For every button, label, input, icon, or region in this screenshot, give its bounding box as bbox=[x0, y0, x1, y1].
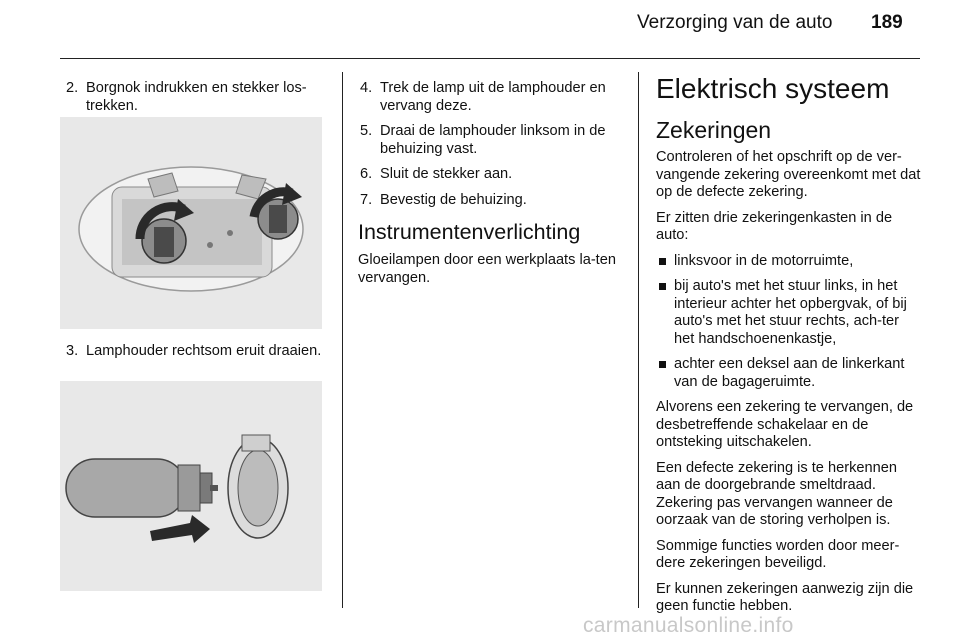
bullet-2-text: bij auto's met het stuur links, in het interieur achter het opbergvak, of bij auto's met het stuur rechts, ach-ter het handschoenenkastje, bbox=[674, 278, 907, 347]
column-divider-2 bbox=[638, 72, 639, 608]
step-6 bbox=[358, 166, 626, 184]
step-3-number: 3. bbox=[66, 343, 79, 359]
fuses-paragraph-4: Een defecte zekering is te herkennen aan de doorgebrande smeltdraad. Zekering pas vervangen wanneer de oorzaak van de storing verholpen is. bbox=[656, 459, 897, 528]
step-7-number: 7. bbox=[360, 191, 373, 208]
bullet-square-icon bbox=[659, 258, 666, 265]
instrument-lighting-body: Gloeilampen door een werkplaats la-ten vervangen. bbox=[358, 252, 616, 286]
step-5 bbox=[358, 123, 626, 158]
section-title-instrumentenverlichting: Instrumentenverlichting bbox=[358, 220, 581, 244]
step-5-text: Draai de lamphouder linksom in de behuizing vast. bbox=[380, 123, 606, 157]
bulb-removal-illustration bbox=[60, 381, 322, 591]
step-2-text: Borgnok indrukken en stekker los-trekken. bbox=[86, 80, 307, 114]
step-3 bbox=[64, 343, 326, 369]
column-divider-1 bbox=[342, 72, 343, 608]
fuse-box-bullet-2 bbox=[656, 278, 922, 348]
step-3-text: Lamphouder rechtsom eruit draaien. bbox=[86, 343, 322, 359]
step-4-number: 4. bbox=[360, 80, 373, 96]
bullet-square-icon bbox=[659, 283, 666, 290]
fuses-text bbox=[656, 149, 922, 624]
bullet-3-text: achter een deksel aan de linkerkant van de bagageruimte. bbox=[674, 356, 905, 390]
fuses-paragraph-5: Sommige functies worden door meer-dere zekeringen beveiligd. bbox=[656, 537, 900, 571]
bullet-square-icon bbox=[659, 361, 666, 368]
fuses-paragraph-1: Controleren of het opschrift op de ver-vangende zekering overeenkomt met dat op de defecte zekering. bbox=[656, 149, 921, 200]
page-number: 189 bbox=[871, 12, 903, 33]
header-rule bbox=[60, 58, 920, 59]
step-7 bbox=[358, 192, 626, 210]
subsection-title: Zekeringen bbox=[656, 117, 772, 143]
fuse-box-bullet-3 bbox=[656, 356, 922, 391]
bullet-1-text: linksvoor in de motorruimte, bbox=[674, 252, 854, 269]
instrument-lighting-text bbox=[358, 252, 626, 295]
fuse-box-bullet-1 bbox=[656, 253, 922, 271]
watermark: carmanualsonline.info bbox=[583, 614, 794, 637]
step-7-text: Bevestig de behuizing. bbox=[380, 191, 527, 208]
fuses-paragraph-2: Er zitten drie zekeringenkasten in de auto: bbox=[656, 209, 893, 243]
step-2-number: 2. bbox=[66, 80, 79, 96]
chapter-title: Elektrisch systeem bbox=[656, 73, 890, 104]
fuses-paragraph-3: Alvorens een zekering te vervangen, de desbetreffende schakelaar en de ontsteking uitschakelen. bbox=[656, 399, 914, 450]
figure-lamp-housing bbox=[60, 117, 322, 329]
step-4 bbox=[358, 80, 626, 115]
step-6-number: 6. bbox=[360, 166, 373, 182]
step-4-text: Trek de lamp uit de lamphouder en vervang deze. bbox=[380, 80, 606, 114]
step-5-number: 5. bbox=[360, 123, 373, 139]
figure-bulb-removal bbox=[60, 381, 322, 591]
lamp-housing-illustration bbox=[60, 117, 322, 329]
step-6-text: Sluit de stekker aan. bbox=[380, 166, 513, 182]
running-header-title: Verzorging van de auto bbox=[637, 12, 833, 33]
fuses-paragraph-6: Er kunnen zekeringen aanwezig zijn die geen functie hebben. bbox=[656, 580, 914, 614]
steps-4-7 bbox=[358, 80, 626, 217]
